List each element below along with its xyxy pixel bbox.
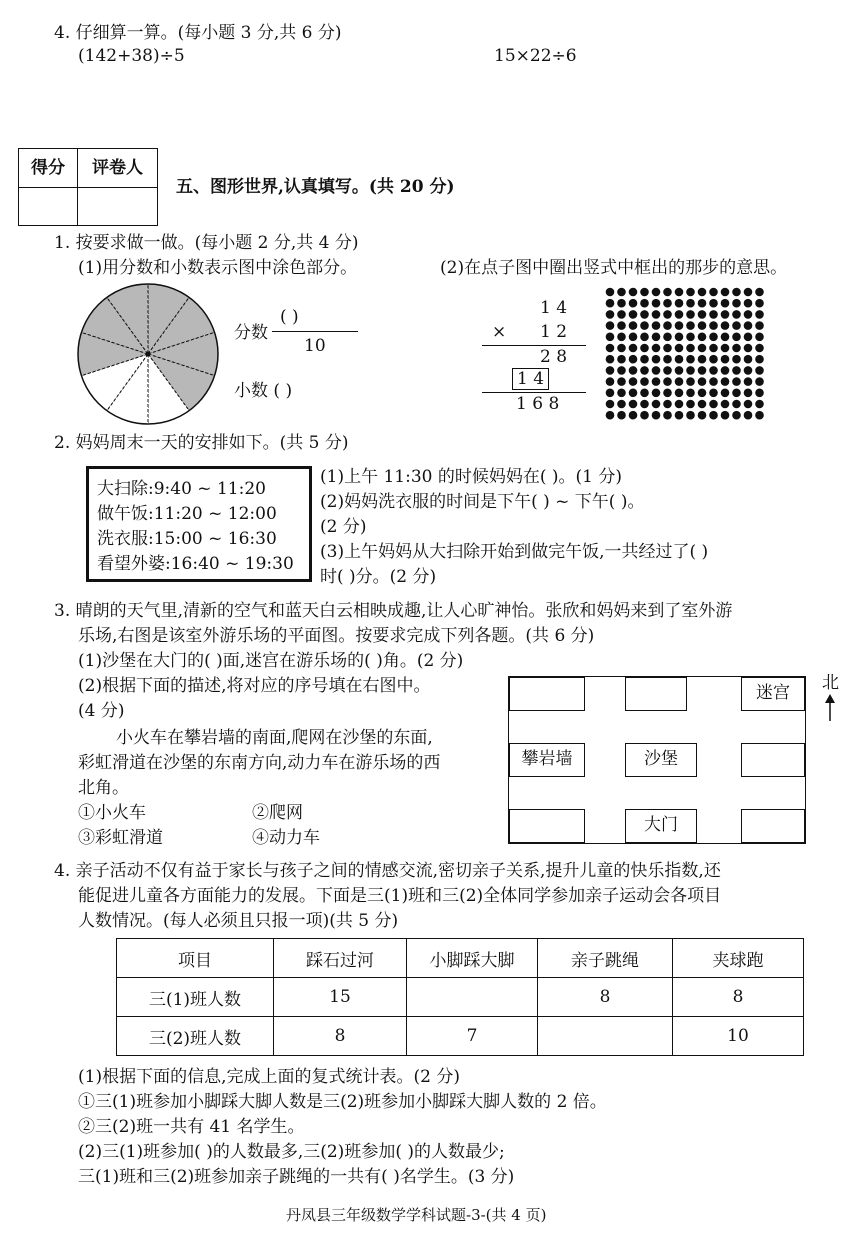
q2-s1: (1)上午 11:30 的时候妈妈在( )。(1 分)	[320, 467, 623, 487]
table-header: 亲子跳绳	[538, 939, 673, 978]
q3-desc3: 北角。	[78, 778, 129, 798]
calc-expression-1: (142+38)÷5	[78, 46, 185, 66]
vertical-row3: 2 8	[540, 347, 568, 367]
map-gate: 大门	[625, 809, 697, 843]
table-cell: 8	[673, 978, 804, 1017]
table-cell: 三(2)班人数	[117, 1017, 274, 1056]
schedule-item: 洗衣服:15:00 ~ 16:30	[97, 529, 277, 549]
map-box-top-left	[509, 677, 585, 711]
map-box-top-middle	[625, 677, 687, 711]
calc-expression-2: 15×22÷6	[494, 46, 577, 66]
decimal-label: 小数 ( )	[234, 381, 293, 401]
q1-title: 1. 按要求做一做。(每小题 2 分,共 4 分)	[54, 233, 359, 253]
q4-line2: 能促进儿童各方面能力的发展。下面是三(1)班和三(2)全体同学参加亲子运动会各项目	[78, 886, 722, 906]
q3-desc1: 小火车在攀岩墙的南面,爬网在沙堡的东面,	[116, 728, 433, 748]
q3-option-1: ①小火车	[78, 803, 146, 823]
schedule-item: 大扫除:9:40 ~ 11:20	[97, 479, 266, 499]
table-cell: 7	[407, 1017, 538, 1056]
q1-sub2: (2)在点子图中圈出竖式中框出的那步的意思。	[440, 258, 788, 278]
map-box-mid-right	[741, 743, 805, 777]
fraction-numerator: ( )	[280, 307, 299, 327]
section5-title: 五、图形世界,认真填写。(共 20 分)	[176, 177, 455, 197]
map-climbing-wall: 攀岩墙	[509, 743, 585, 777]
schedule-item: 做午饭:11:20 ~ 12:00	[97, 504, 277, 524]
map-box-bottom-right	[741, 809, 805, 843]
q3-option-2: ②爬网	[252, 803, 303, 823]
stats-table	[116, 938, 804, 1056]
q4-info1: ①三(1)班参加小脚踩大脚人数是三(2)班参加小脚踩大脚人数的 2 倍。	[78, 1092, 607, 1112]
q3-option-4: ④动力车	[252, 828, 320, 848]
q3-s2: (2)根据下面的描述,将对应的序号填在右图中。	[78, 676, 431, 696]
q3-option-3: ③彩虹滑道	[78, 828, 163, 848]
q4-s2b: 三(1)班和三(2)班参加亲子跳绳的一共有( )名学生。(3 分)	[78, 1167, 515, 1187]
fraction-bar	[272, 331, 358, 332]
q4-line3: 人数情况。(每人必须且只报一项)(共 5 分)	[78, 911, 399, 931]
map-sand-castle: 沙堡	[625, 743, 697, 777]
north-label: 北	[822, 673, 839, 693]
table-cell: 8	[538, 978, 673, 1017]
times-sign: ×	[492, 322, 507, 342]
table-header: 小脚踩大脚	[407, 939, 538, 978]
q2-s3a: (3)上午妈妈从大扫除开始到做完午饭,一共经过了( )	[320, 542, 709, 562]
fraction-denominator: 10	[304, 336, 326, 356]
q2-s2a: (2)妈妈洗衣服的时间是下午( ) ~ 下午( )。	[320, 492, 645, 512]
table-cell	[538, 1017, 673, 1056]
q3-line2: 乐场,右图是该室外游乐场的平面图。按要求完成下列各题。(共 6 分)	[78, 626, 595, 646]
vertical-row1: 1 4	[540, 298, 568, 318]
dot-grid	[604, 286, 768, 424]
q4-s1: (1)根据下面的信息,完成上面的复式统计表。(2 分)	[78, 1067, 460, 1087]
q3-s1: (1)沙堡在大门的( )面,迷宫在游乐场的( )角。(2 分)	[78, 651, 464, 671]
table-cell	[407, 978, 538, 1017]
q3-line1: 3. 晴朗的天气里,清新的空气和蓝天白云相映成趣,让人心旷神怡。张欣和妈妈来到了室外游	[54, 601, 733, 621]
map-maze: 迷宫	[741, 677, 805, 711]
score-label: 得分	[31, 158, 65, 178]
score-box	[18, 148, 158, 226]
map-box-bottom-left	[509, 809, 585, 843]
schedule-item: 看望外婆:16:40 ~ 19:30	[97, 554, 294, 574]
q2-s2b: (2 分)	[320, 517, 367, 537]
schedule-box	[86, 466, 312, 582]
vertical-result: 1 6 8	[516, 394, 560, 414]
table-cell: 10	[673, 1017, 804, 1056]
north-arrow-icon	[822, 694, 838, 722]
vertical-boxed-step: 1 4	[512, 368, 549, 390]
table-row	[117, 1017, 804, 1056]
vertical-row2: 1 2	[540, 322, 568, 342]
table-row	[117, 978, 804, 1017]
page-footer: 丹凤县三年级数学学科试题-3-(共 4 页)	[286, 1206, 547, 1224]
q1-sub1: (1)用分数和小数表示图中涂色部分。	[78, 258, 358, 278]
q4-info2: ②三(2)班一共有 41 名学生。	[78, 1117, 305, 1137]
table-header: 项目	[117, 939, 274, 978]
vertical-line-1	[482, 345, 586, 346]
q4-s2a: (2)三(1)班参加( )的人数最多,三(2)班参加( )的人数最少;	[78, 1142, 505, 1162]
table-cell: 15	[274, 978, 407, 1017]
table-header: 踩石过河	[274, 939, 407, 978]
playground-map	[508, 676, 806, 844]
q4-calc-title: 4. 仔细算一算。(每小题 3 分,共 6 分)	[54, 23, 342, 43]
q3-s2b: (4 分)	[78, 701, 125, 721]
circle-diagram	[74, 282, 224, 428]
table-header: 夹球跑	[673, 939, 804, 978]
q2-s3b: 时( )分。(2 分)	[320, 567, 437, 587]
table-cell: 三(1)班人数	[117, 978, 274, 1017]
q4-line1: 4. 亲子活动不仅有益于家长与孩子之间的情感交流,密切亲子关系,提升儿童的快乐指数,还	[54, 861, 721, 881]
table-cell: 8	[274, 1017, 407, 1056]
table-header-row	[117, 939, 804, 978]
grader-label: 评卷人	[92, 158, 143, 178]
q3-desc2: 彩虹滑道在沙堡的东南方向,动力车在游乐场的西	[78, 753, 441, 773]
fraction-label: 分数	[234, 323, 268, 343]
q2-title: 2. 妈妈周末一天的安排如下。(共 5 分)	[54, 433, 349, 453]
